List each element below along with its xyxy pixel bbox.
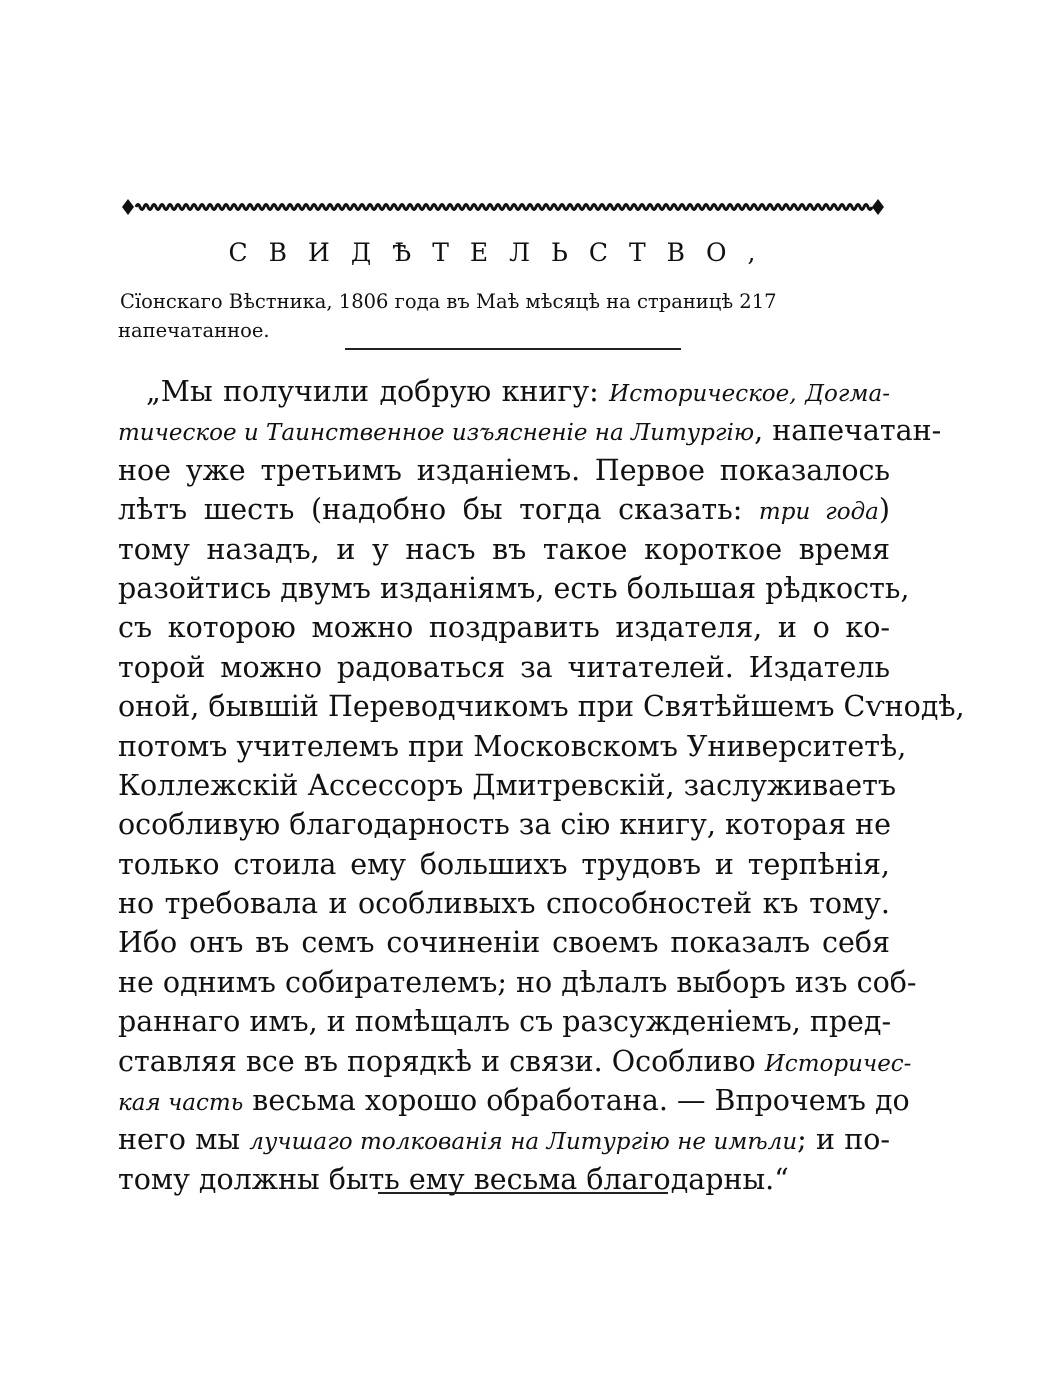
text-line xyxy=(118,530,890,569)
text-span: потомъ учителемъ при Московскомъ Университетѣ, xyxy=(118,729,907,763)
text-line xyxy=(118,1120,890,1159)
text-line xyxy=(118,766,896,805)
quoted-body-text xyxy=(118,372,965,1199)
ornamental-border-rule xyxy=(118,196,888,218)
text-span: , напечатан- xyxy=(754,414,942,448)
text-line xyxy=(118,884,890,923)
page-title: СВИДѢТЕЛЬСТВО, xyxy=(228,238,777,267)
text-span: „Мы получили добрую книгу: xyxy=(146,375,610,408)
italic-text-span: Историчес- xyxy=(764,1050,912,1077)
text-span: оной, бывшiй Переводчикомъ при Святѣйшемъ Сѵнодѣ, xyxy=(118,690,965,724)
text-span: лѣтъ шесть (надобно бы тогда сказать: xyxy=(118,493,759,527)
text-line xyxy=(118,805,890,844)
text-line xyxy=(118,923,890,962)
text-span: только стоила ему большихъ трудовъ и терпѣнiя, xyxy=(118,847,890,881)
text-span: торой можно радоваться за читателей. Издатель xyxy=(118,650,890,684)
text-span: съ которою можно поздравить издателя, и о ко- xyxy=(118,611,890,645)
text-span: раннаго имъ, и помѣщалъ съ разсужденiемъ, пред- xyxy=(118,1005,892,1039)
text-span: ) xyxy=(878,493,890,527)
text-span: весьма хорошо обработана. — Впрочемъ до xyxy=(243,1084,910,1118)
text-span: тому назадъ, и у насъ въ такое короткое время xyxy=(118,532,890,566)
subtitle-divider xyxy=(345,348,681,350)
italic-text-span: Историческое, Догма- xyxy=(609,381,890,407)
text-line xyxy=(118,727,907,766)
italic-text-span: лучшаго толкованiя на Литургiю не имѣли xyxy=(249,1129,798,1156)
text-span: Коллежскiй Ассессоръ Дмитревскiй, заслуживаетъ xyxy=(118,768,896,802)
italic-text-span: кая часть xyxy=(118,1090,244,1117)
bottom-divider xyxy=(378,1192,668,1194)
text-span: ное уже третьимъ изданiемъ. Первое показалось xyxy=(118,453,890,487)
text-span: ставляя все въ порядкѣ и связи. Особливо xyxy=(118,1044,765,1078)
text-line xyxy=(118,1002,890,1041)
text-line xyxy=(118,569,910,608)
text-line xyxy=(118,1081,910,1120)
text-span: Ибо онъ въ семъ сочиненiи своемъ показалъ себя xyxy=(118,926,890,960)
text-span: тому должны быть ему весьма благодарны.“ xyxy=(118,1162,789,1196)
italic-text-span: тическое и Таинственное изъясненiе на Литургiю xyxy=(118,420,755,447)
text-line xyxy=(118,451,890,490)
text-line xyxy=(118,608,890,647)
text-line xyxy=(118,963,917,1002)
text-span: разойтись двумъ изданiямъ, есть большая рѣдкость, xyxy=(118,571,910,605)
text-span: особливую благодарность за сiю книгу, которая не xyxy=(118,808,892,842)
text-line xyxy=(118,490,890,529)
text-line xyxy=(118,687,965,726)
text-line xyxy=(118,411,942,450)
text-line xyxy=(118,1042,912,1081)
text-line xyxy=(118,845,890,884)
page-subtitle: Сїонскаго Вѣстника, 1806 года въ Маѣ мѣсяцѣ на страницѣ 217 напечатанное. xyxy=(118,290,777,342)
text-line xyxy=(118,648,890,687)
text-line xyxy=(118,372,890,411)
text-span: него мы xyxy=(118,1123,250,1157)
text-span: ; и по- xyxy=(797,1123,891,1157)
text-span: не однимъ собирателемъ; но дѣлалъ выборъ изъ соб- xyxy=(118,965,917,999)
text-span: но требовала и особливыхъ способностей къ тому. xyxy=(118,887,890,921)
italic-text-span: три года xyxy=(758,499,879,526)
